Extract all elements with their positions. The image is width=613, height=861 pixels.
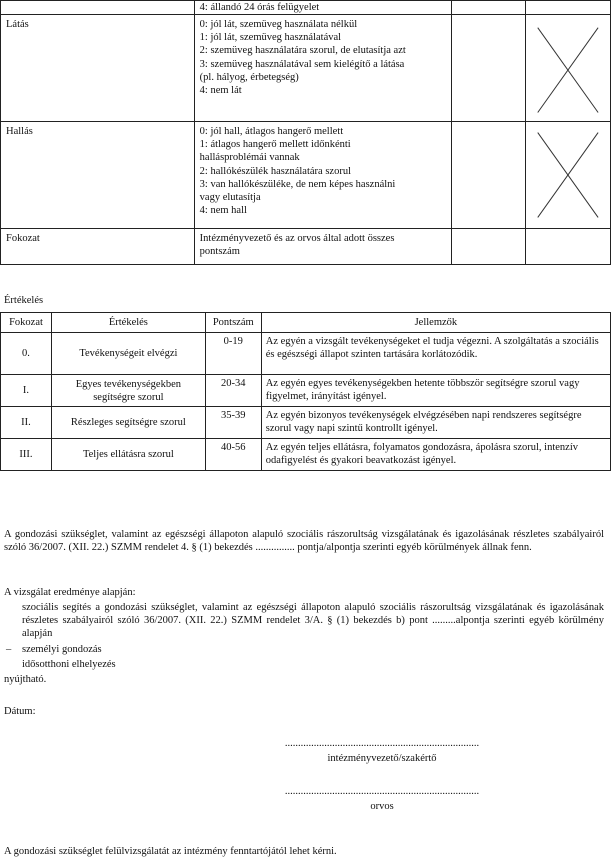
criteria-line: 3: van hallókészüléke, de nem képes használni: [199, 178, 396, 190]
table-row: [1, 439, 611, 471]
footer-note: A gondozási szükséglet felülvizsgálatát az intézmény fenntartójától lehet kérni.: [4, 846, 337, 857]
evaluation-table: [0, 312, 611, 471]
degree-cell: II.: [1, 407, 52, 439]
table-row: [1, 15, 611, 122]
service-option: idősotthoni elhelyezés: [22, 659, 116, 670]
criteria-line: hallásproblémái vannak: [199, 152, 300, 164]
criteria-line: (pl. hályog, érbetegség): [199, 71, 299, 83]
description-cell: Az egyén egyes tevékenységekben hetente többször segítségre szorul vagy figyelmet, irányítást igényel.: [261, 375, 610, 407]
result-intro: A vizsgálat eredménye alapján:: [4, 587, 136, 598]
description-cell: Az egyén a vizsgált tevékenységeket el tudja végezni. A szolgáltatás a szociális és egészségi állapot szinten tartására korlátozódik.: [261, 333, 610, 375]
criteria-cell: [194, 229, 452, 265]
criteria-line: pontszám: [199, 246, 240, 258]
crossed-out-cell: [526, 122, 611, 229]
table-row: [1, 333, 611, 375]
score-range-cell: 40-56: [205, 439, 261, 471]
signature-block: [284, 737, 480, 765]
criteria-line: 2: szemüveg használatára szorul, de elutasítja azt: [199, 45, 406, 57]
score-cell[interactable]: [452, 15, 526, 122]
column-header: Fokozat: [1, 313, 52, 333]
score-cell: [452, 1, 526, 15]
total-score-cell[interactable]: [526, 229, 611, 265]
degree-cell: I.: [1, 375, 52, 407]
bullet-dash: –: [6, 644, 12, 655]
rating-cell: Tevékenységeit elvégzi: [51, 333, 205, 375]
score-cell[interactable]: [452, 122, 526, 229]
table-header-row: [1, 313, 611, 333]
section-title: Értékelés: [4, 295, 44, 306]
rating-cell: Részleges segítségre szorul: [51, 407, 205, 439]
description-cell: Az egyén teljes ellátásra, folyamatos gondozásra, ápolásra szorul, intenzív odafigyelést és gyakori beavatkozást igényel.: [261, 439, 610, 471]
row-label: Látás: [1, 15, 195, 122]
table-row: [1, 375, 611, 407]
criteria-line: 1: átlagos hangerő mellett időnkénti: [199, 139, 351, 151]
criteria-line: Intézményvezető és az orvos által adott összes: [199, 233, 395, 245]
cross-mark-icon: [526, 122, 610, 228]
criteria-line: 4: nem hall: [199, 204, 247, 216]
date-label: Dátum:: [4, 706, 36, 717]
table-row: [1, 122, 611, 229]
degree-cell: III.: [1, 439, 52, 471]
result-paragraph: szociális segítés a gondozási szükséglet, valamint az egészségi állapoton alapuló szociális rászorultság vizsgálatának és igazolásának részletes szabályairól szóló 36/2007. (XII. 22.) SZMM rendelet 3/A. § (1) bekezdés b) pont .........alpontja szerinti egyéb körülmény alapján: [22, 602, 604, 640]
criteria-line: 0: jól hall, átlagos hangerő mellett: [199, 126, 344, 138]
signature-line[interactable]: ..........................................................................: [284, 738, 480, 749]
column-header: Jellemzők: [261, 313, 610, 333]
table-row: [1, 1, 611, 15]
criteria-line: 4: nem lát: [199, 84, 242, 96]
score-range-cell: 20-34: [205, 375, 261, 407]
description-cell: Az egyén bizonyos tevékenységek elvégzésében napi rendszeres segítségre szorul vagy napi szintű kontrollt igényel.: [261, 407, 610, 439]
signature-role: orvos: [370, 801, 394, 813]
rating-cell: Teljes ellátásra szorul: [51, 439, 205, 471]
signature-line[interactable]: ..........................................................................: [284, 786, 480, 797]
row-label: Hallás: [1, 122, 195, 229]
table-row: [1, 407, 611, 439]
signature-role: intézményvezető/szakértő: [327, 753, 437, 765]
criteria-line: vagy elutasítja: [199, 191, 261, 203]
provided-text: nyújtható.: [4, 674, 47, 685]
table-row: [1, 229, 611, 265]
criteria-line: 3: szemüveg használatával sem kielégítő a látása: [199, 58, 405, 70]
score-range-cell: 35-39: [205, 407, 261, 439]
total-score-cell[interactable]: [452, 229, 526, 265]
criteria-line: 2: hallókészülék használatára szorul: [199, 165, 351, 177]
criteria-cell: 4: állandó 24 órás felügyelet: [194, 1, 452, 15]
label-cell: [1, 1, 195, 15]
column-header: Értékelés: [51, 313, 205, 333]
service-option: személyi gondozás: [22, 644, 102, 655]
criteria-cell: [194, 122, 452, 229]
signature-block: [284, 785, 480, 813]
column-header: Pontszám: [205, 313, 261, 333]
criteria-line: 1: jól lát, szemüveg használatával: [199, 32, 342, 44]
regulation-paragraph: A gondozási szükséglet, valamint az egészségi állapoton alapuló szociális rászorultság vizsgálatának és igazolásának részletes szabályairól szóló 36/2007. (XII. 22.) SZMM rendelet 4. § (1) bekezdés ............... pontja/alpontja szerinti egyéb körülmények állnak fenn.: [4, 529, 604, 554]
degree-cell: 0.: [1, 333, 52, 375]
row-label: Fokozat: [1, 229, 195, 265]
crossed-out-cell: [526, 15, 611, 122]
score-cell: [526, 1, 611, 15]
cross-mark-icon: [526, 15, 610, 121]
rating-cell: Egyes tevékenységekben segítségre szorul: [51, 375, 205, 407]
assessment-table: [0, 0, 611, 265]
criteria-cell: [194, 15, 452, 122]
score-range-cell: 0-19: [205, 333, 261, 375]
criteria-line: 0: jól lát, szemüveg használata nélkül: [199, 19, 358, 31]
